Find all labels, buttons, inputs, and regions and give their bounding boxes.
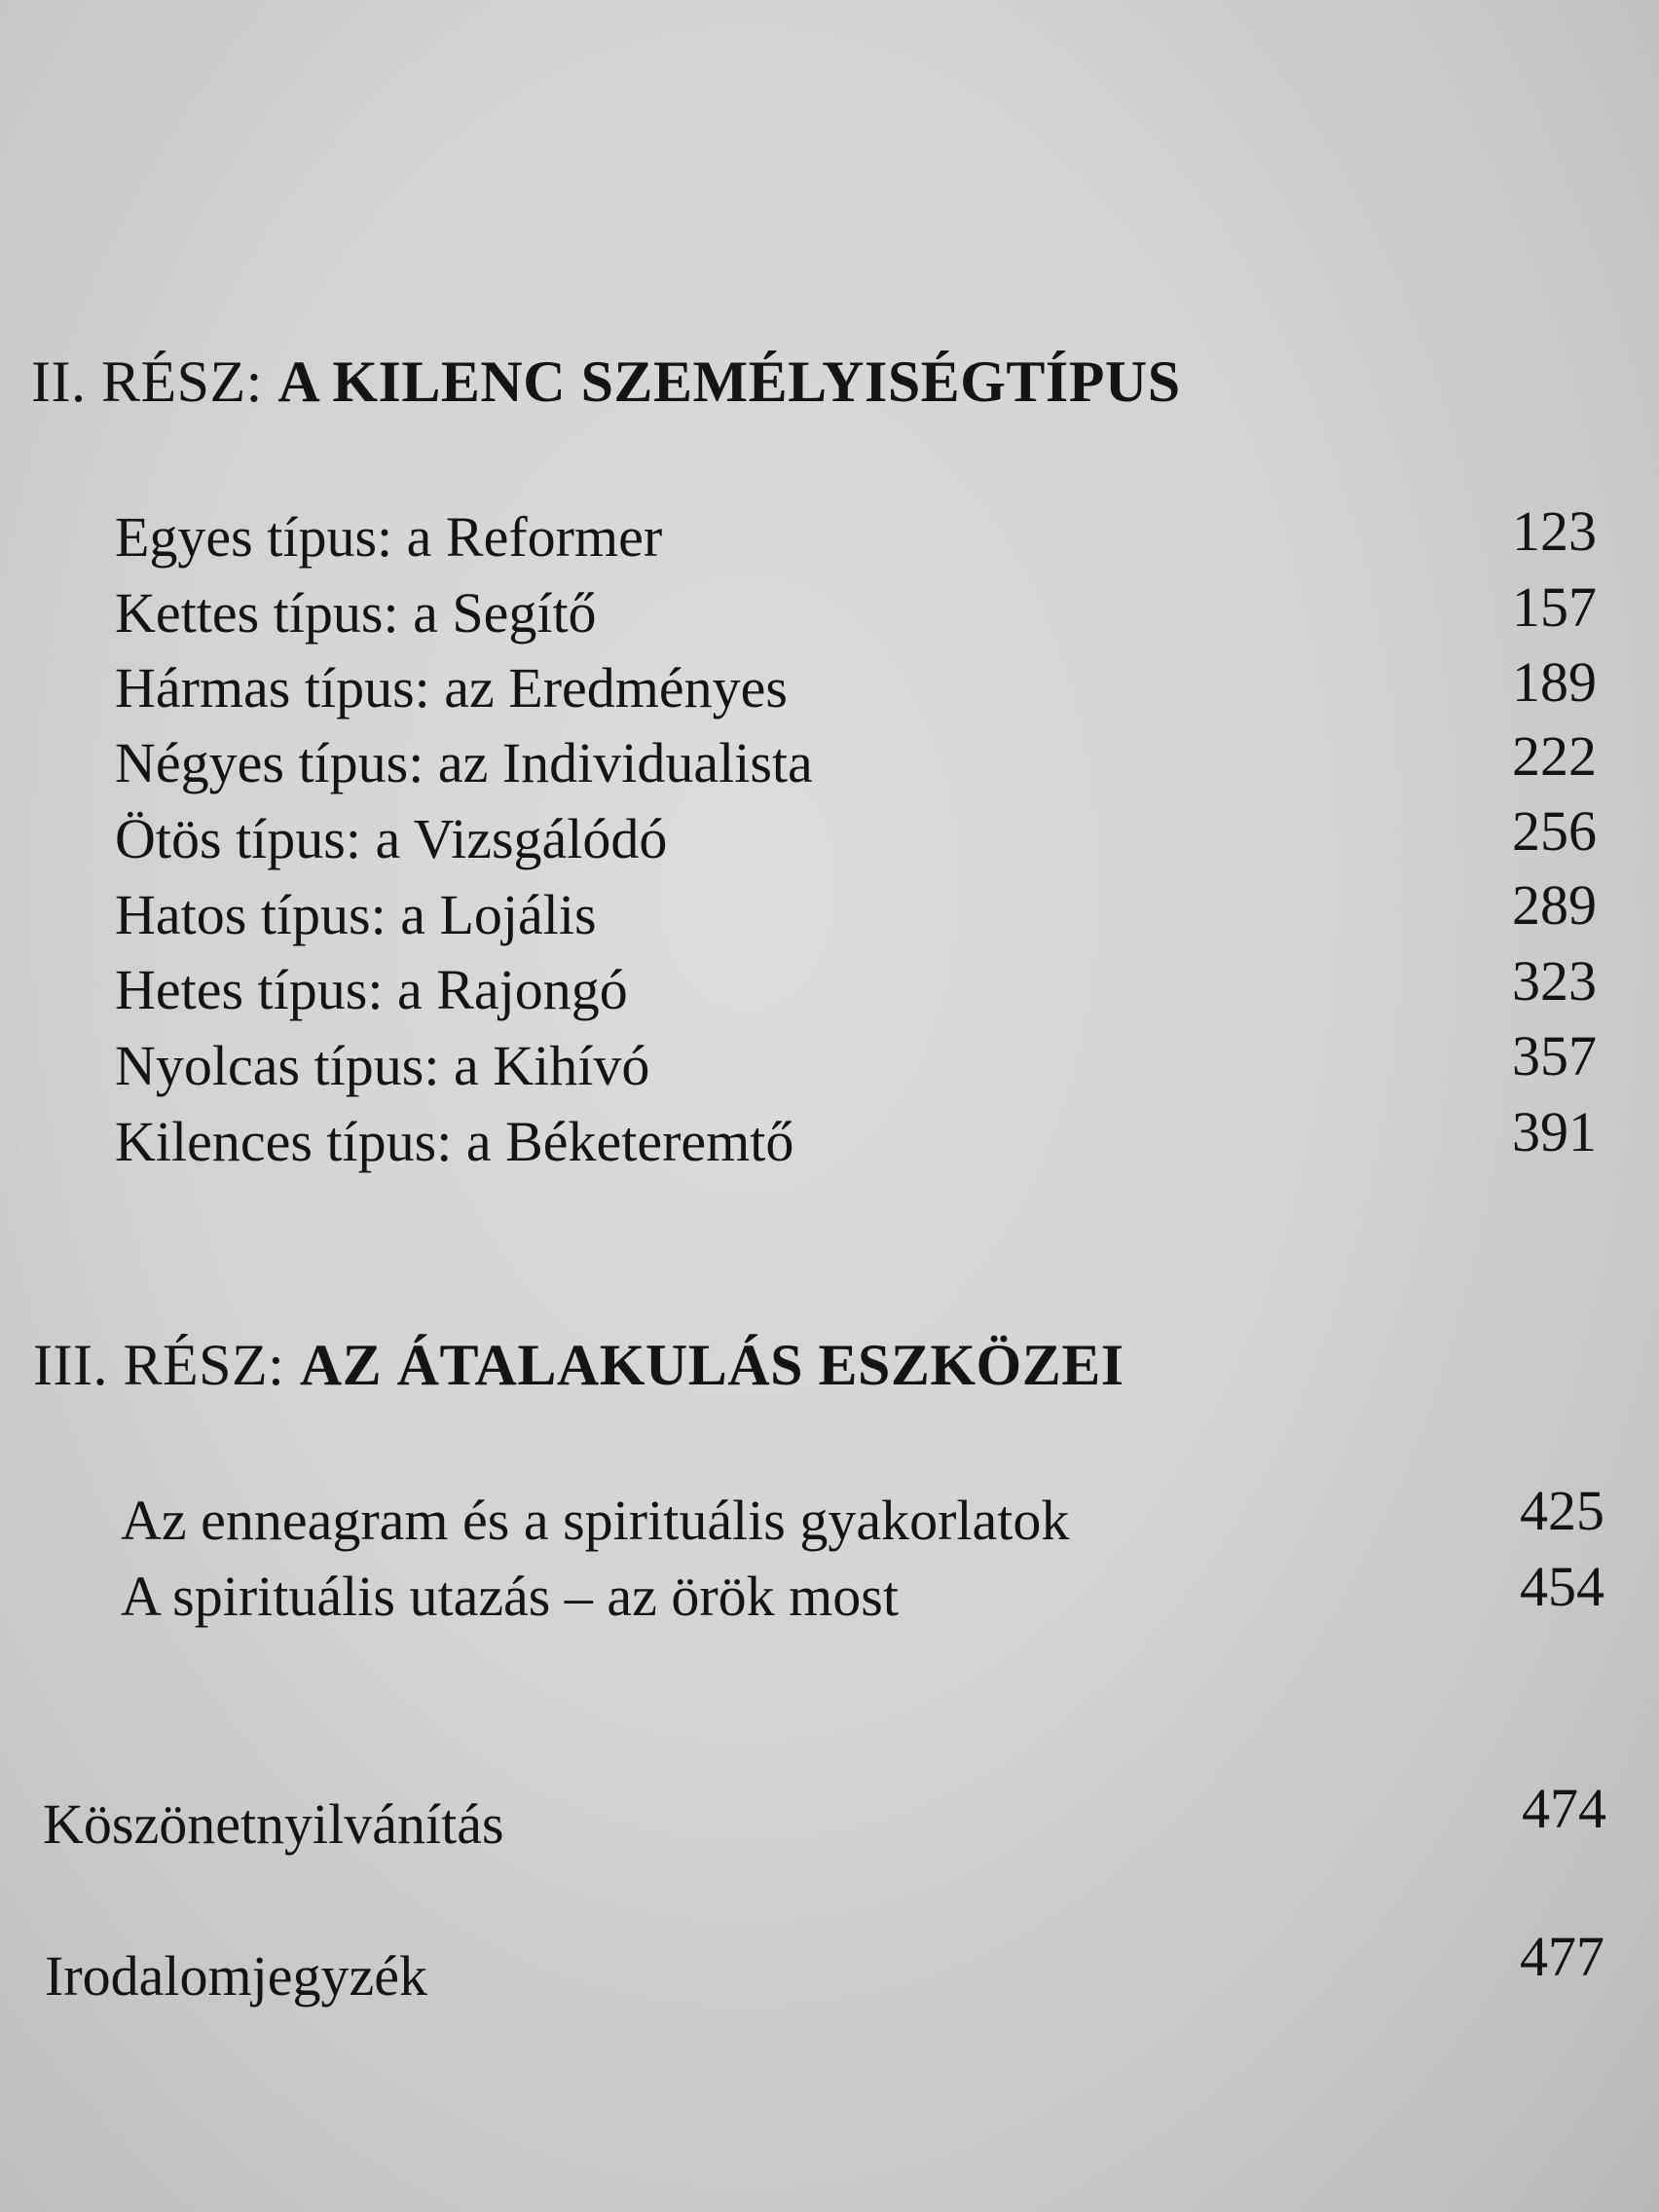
toc-entry: Egyes típus: a Reformer — [115, 505, 663, 569]
toc-entry-acknowledgements: Köszönetnyilvánítás — [43, 1792, 504, 1856]
toc-entry: A spirituális utazás – az örök most — [121, 1565, 899, 1628]
part-title: A KILENC SZEMÉLYISÉGTÍPUS — [277, 350, 1181, 414]
part-label: III. RÉSZ: — [33, 1333, 285, 1397]
toc-page-number: 256 — [1512, 799, 1597, 863]
part-label: II. RÉSZ: — [31, 350, 263, 414]
toc-page-number: 474 — [1522, 1777, 1606, 1840]
part-heading-2 — [31, 349, 1181, 416]
toc-entry: Hetes típus: a Rajongó — [115, 958, 628, 1021]
toc-page-number: 454 — [1520, 1555, 1604, 1618]
toc-entry: Négyes típus: az Individualista — [115, 731, 813, 794]
toc-page-number: 157 — [1512, 575, 1597, 639]
toc-page-number: 189 — [1512, 650, 1597, 714]
show-through-decoration — [39, 88, 52, 144]
toc-page-number: 222 — [1512, 724, 1597, 788]
toc-page-number: 425 — [1520, 1479, 1604, 1542]
toc-entry: Kettes típus: a Segítő — [115, 581, 597, 645]
part-title: AZ ÁTALAKULÁS ESZKÖZEI — [299, 1333, 1124, 1397]
toc-entry: Hatos típus: a Lojális — [115, 883, 597, 946]
toc-page-number: 391 — [1512, 1100, 1597, 1163]
toc-page-number: 477 — [1520, 1925, 1604, 1988]
toc-page-number: 357 — [1512, 1024, 1597, 1088]
toc-entry: Az enneagram és a spirituális gyakorlatok — [121, 1489, 1070, 1552]
toc-entry: Ötös típus: a Vizsgálódó — [115, 807, 668, 870]
toc-entry: Hármas típus: az Eredményes — [115, 656, 788, 719]
toc-entry: Nyolcas típus: a Kihívó — [115, 1034, 650, 1097]
toc-entry: Kilences típus: a Béketeremtő — [115, 1110, 794, 1173]
toc-page-number: 289 — [1512, 873, 1597, 937]
toc-page-number: 123 — [1512, 499, 1597, 563]
part-heading-3 — [33, 1332, 1124, 1399]
toc-page-number: 323 — [1512, 949, 1597, 1013]
toc-entry-bibliography: Irodalomjegyzék — [45, 1944, 427, 2008]
